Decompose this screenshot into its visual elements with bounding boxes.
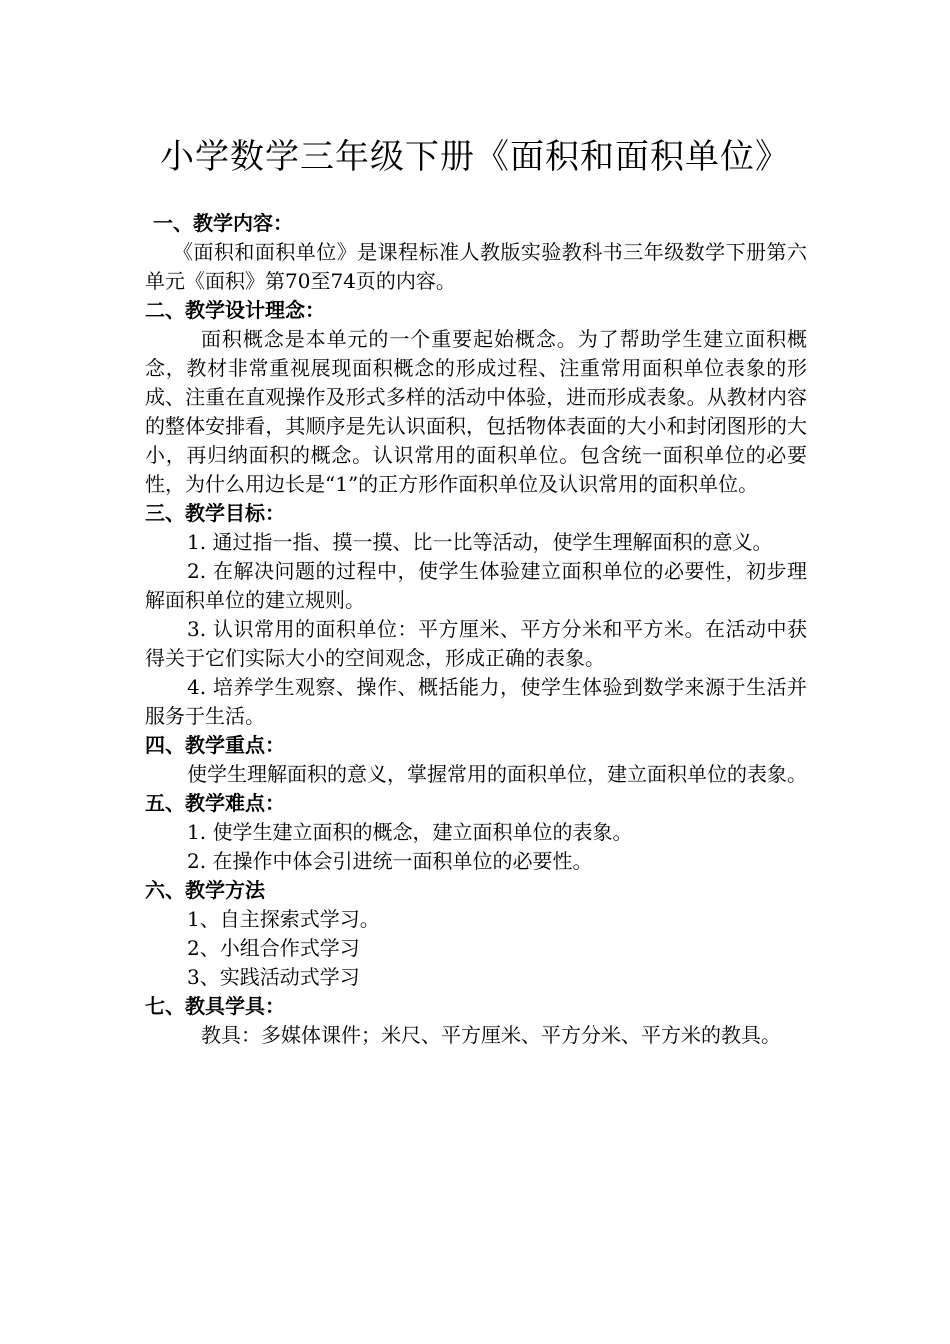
section-heading-tools: 七、教具学具：: [145, 994, 285, 1018]
section-heading-content: 一、教学内容：: [153, 211, 293, 235]
section-text-key-points: 使学生理解面积的意义，掌握常用的面积单位，建立面积单位的表象。: [187, 762, 807, 786]
method-item-3: 3、实践活动式学习: [187, 965, 360, 989]
difficulty-item-1: 1. 使学生建立面积的概念，建立面积单位的表象。: [187, 820, 633, 844]
document-body: [145, 209, 807, 1050]
section-text-tools: 教具：多媒体课件；米尺、平方厘米、平方分米、平方米的教具。: [201, 1023, 781, 1047]
document-title: 小学数学三年级下册《面积和面积单位》: [160, 137, 790, 177]
section-heading-difficulties: 五、教学难点：: [145, 791, 285, 815]
section-heading-goals: 三、教学目标：: [145, 501, 285, 525]
section-heading-methods: 六、教学方法: [145, 878, 265, 902]
method-item-2: 2、小组合作式学习: [187, 936, 360, 960]
goal-item-2: 2. 在解决问题的过程中，使学生体验建立面积单位的必要性，初步理解面积单位的建立规则。: [145, 559, 807, 612]
goal-item-1: 1. 通过指一指、摸一摸、比一比等活动，使学生理解面积的意义。: [187, 530, 773, 554]
section-text-content: 《面积和面积单位》是课程标准人教版实验教科书三年级数学下册第六单元《面积》第70至74页的内容。: [145, 240, 807, 293]
section-text-design: 面积概念是本单元的一个重要起始概念。为了帮助学生建立面积概念，教材非常重视展现面积概念的形成过程、注重常用面积单位表象的形成、注重在直观操作及形式多样的活动中体验，进而形成表象。从教材内容的整体安排看，其顺序是先认识面积，包括物体表面的大小和封闭图形的大小，再归纳面积的概念。认识常用的面积单位。包含统一面积单位的必要性，为什么用边长是“1”的正方形作面积单位及认识常用的面积单位。: [145, 327, 807, 496]
method-item-1: 1、自主探索式学习。: [187, 907, 380, 931]
goal-item-3: 3. 认识常用的面积单位：平方厘米、平方分米和平方米。在活动中获得关于它们实际大小的空间观念，形成正确的表象。: [145, 617, 807, 670]
section-heading-design: 二、教学设计理念：: [145, 298, 325, 322]
goal-item-4: 4. 培养学生观察、操作、概括能力，使学生体验到数学来源于生活并服务于生活。: [145, 675, 807, 728]
difficulty-item-2: 2. 在操作中体会引进统一面积单位的必要性。: [187, 849, 593, 873]
section-heading-key-points: 四、教学重点：: [145, 733, 285, 757]
